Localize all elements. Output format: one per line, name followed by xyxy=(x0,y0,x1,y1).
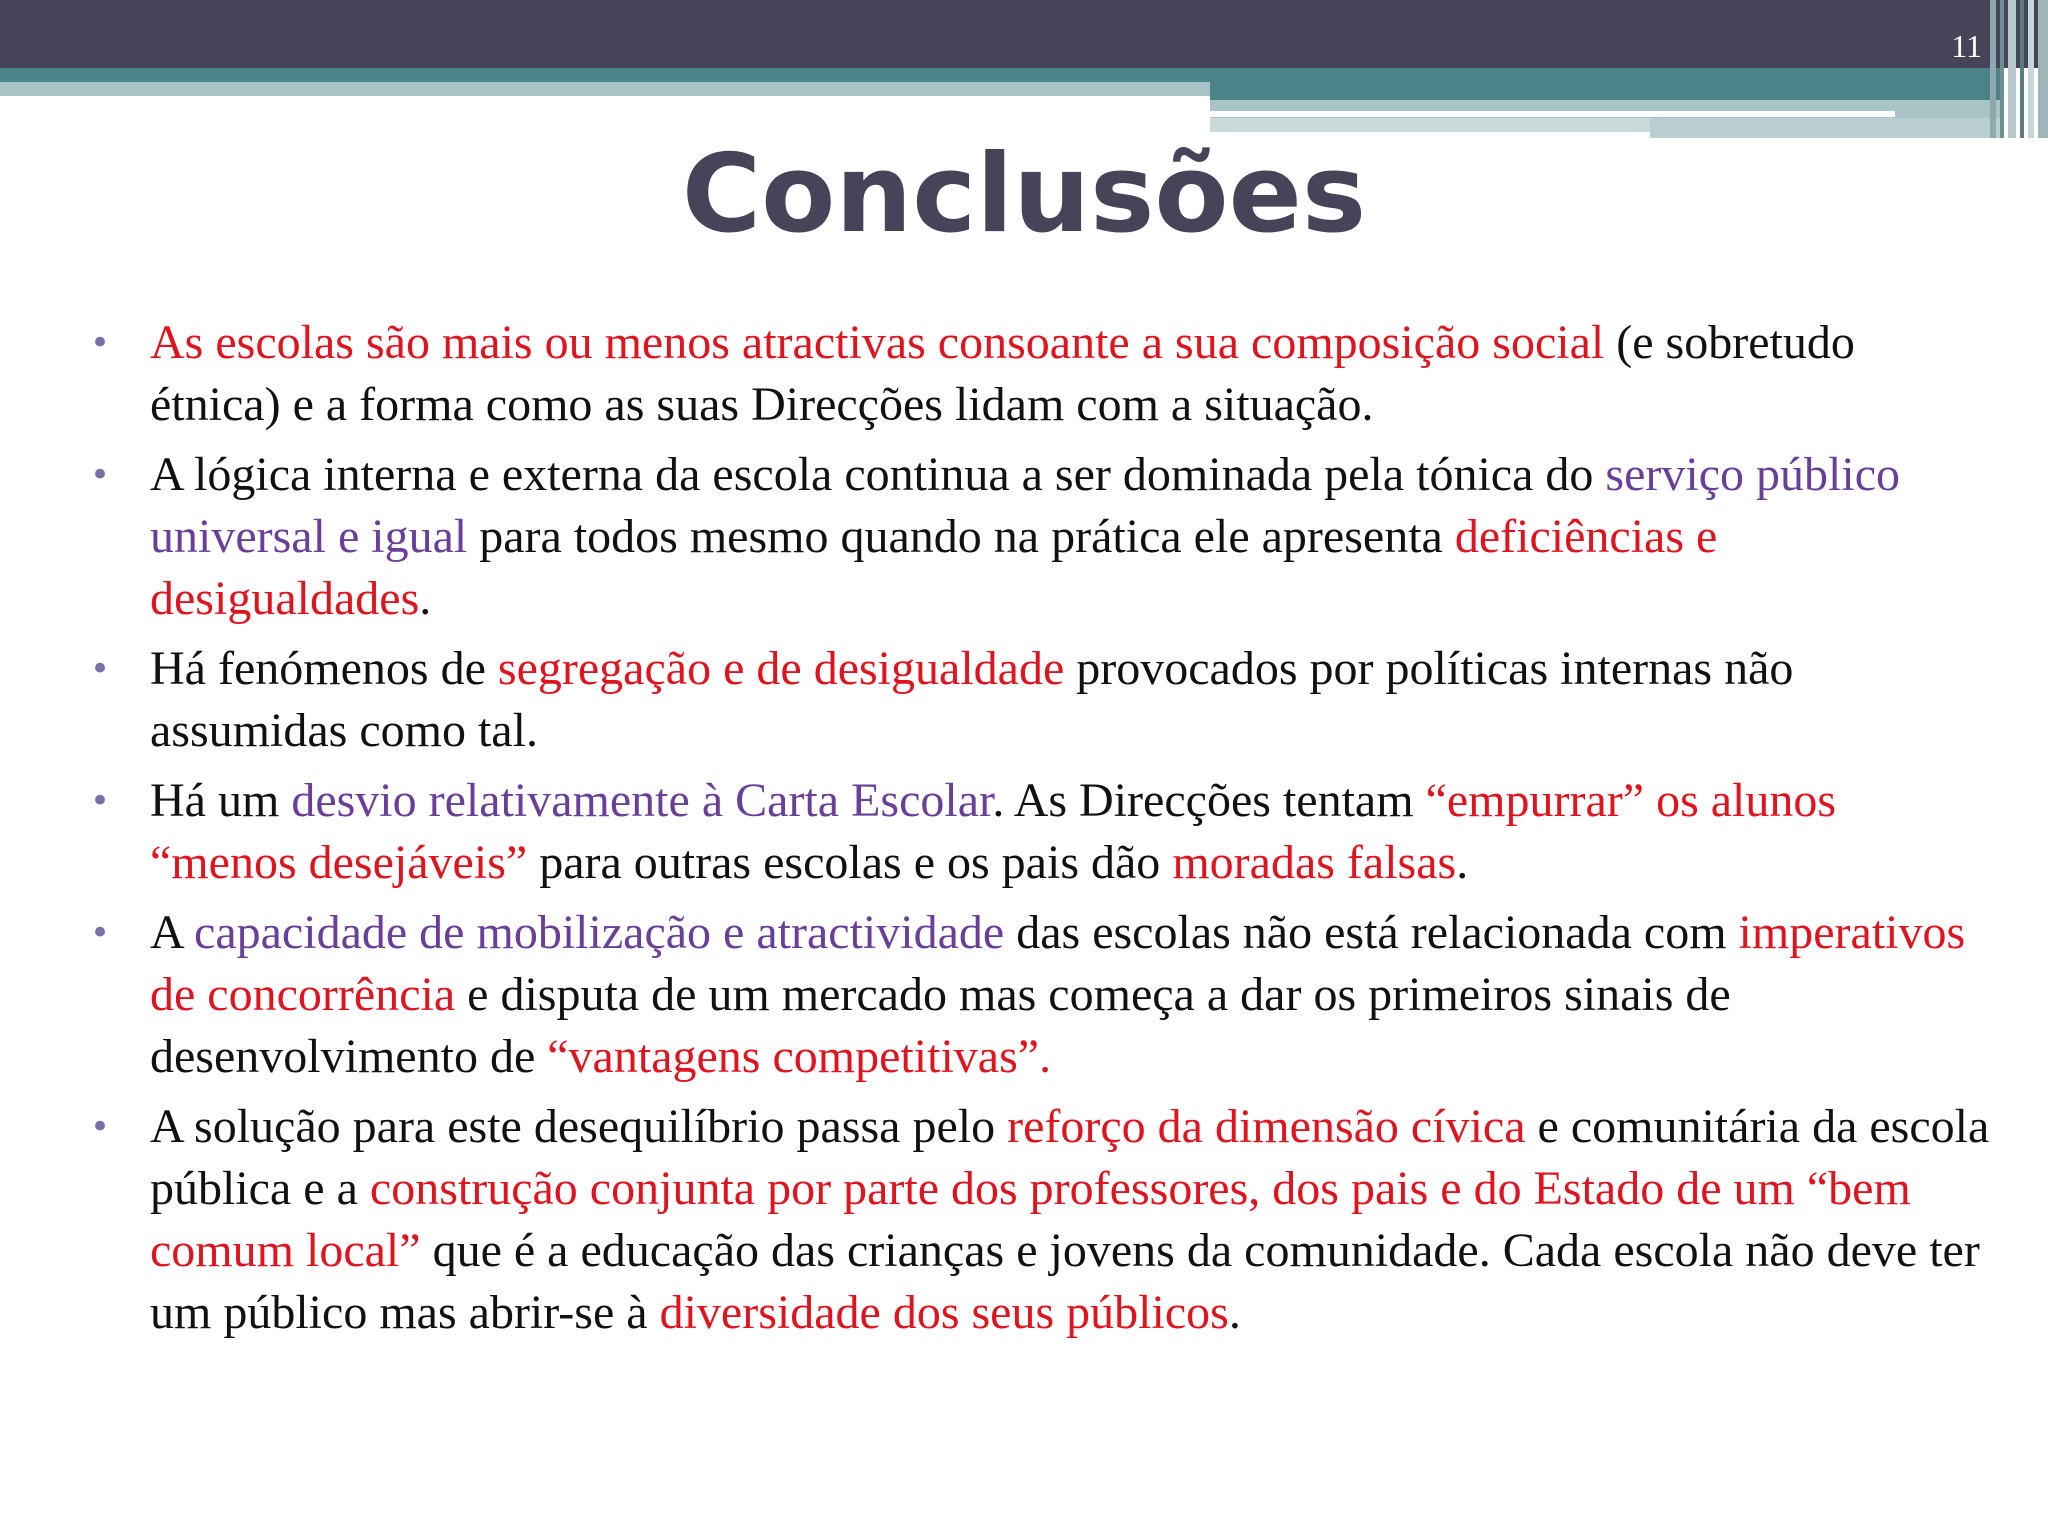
bullet-text-emphasis: capacidade de mobilização e atractividade xyxy=(194,906,1005,959)
bullet-text-emphasis: construção conjunta por parte dos professores, dos pais e do Estado de um “bem comum local” xyxy=(150,1162,1911,1277)
bullet-text-emphasis: desvio relativamente à Carta Escolar xyxy=(291,774,993,827)
bullet-item xyxy=(90,312,1990,436)
bullet-text: e disputa de um mercado mas começa a dar os primeiros sinais de desenvolvimento de xyxy=(150,968,1731,1083)
bullet-text: Há um xyxy=(150,774,292,827)
bullet-text: . xyxy=(1456,836,1469,889)
bullet-text: provocados por políticas internas não assumidas como tal. xyxy=(150,642,1794,757)
bullet-text: A lógica interna e externa da escola continua a ser dominada pela tónica do xyxy=(150,448,1606,501)
bullet-text-emphasis: moradas falsas xyxy=(1172,836,1457,889)
bullet-text-emphasis: As escolas são mais ou menos atractivas consoante a sua composição social xyxy=(150,316,1605,369)
header-white-line xyxy=(1210,111,1895,117)
bullet-dot-icon: • xyxy=(90,781,111,821)
bullet-item xyxy=(90,902,1990,1088)
slide-title: Conclusões xyxy=(681,132,1367,257)
bullet-text: para todos mesmo quando na prática ele apresenta xyxy=(467,510,1455,563)
bullet-text-emphasis: diversidade dos seus públicos xyxy=(659,1286,1229,1339)
bullet-text: Há fenómenos de xyxy=(150,642,498,695)
header-band-teal-light xyxy=(0,82,1210,96)
header-vertical-bars xyxy=(1990,0,2048,138)
bullet-text-emphasis: serviço público universal e igual xyxy=(150,448,1900,563)
bullet-dot-icon: • xyxy=(90,913,111,953)
bullet-dot-icon: • xyxy=(90,323,111,363)
bullet-item xyxy=(90,638,1990,762)
bullet-text-emphasis: reforço da dimensão cívica xyxy=(1007,1100,1526,1153)
bullet-text-emphasis: segregação e de desigualdade xyxy=(497,642,1065,695)
bullet-text: . xyxy=(419,572,432,625)
header-band-teal xyxy=(0,68,1210,82)
bullet-text: . xyxy=(1228,1286,1241,1339)
bullet-item xyxy=(90,444,1990,630)
bullet-item xyxy=(90,770,1990,894)
bullet-text: A solução para este desequilíbrio passa pelo xyxy=(150,1100,1008,1153)
bullet-text: e comunitária da escola pública e a xyxy=(150,1100,1990,1215)
bullet-text: . As Direcções tentam xyxy=(992,774,1426,827)
bullet-text-emphasis: “empurrar” os alunos “menos desejáveis” xyxy=(150,774,1837,889)
header-band-dark xyxy=(0,0,2048,68)
bullet-text: A xyxy=(150,906,195,959)
bullet-dot-icon: • xyxy=(90,649,111,689)
bullet-dot-icon: • xyxy=(90,455,111,495)
bullet-item xyxy=(90,1096,1990,1344)
slide-number: 11 xyxy=(1951,28,1982,64)
bullet-text-emphasis: imperativos de concorrência xyxy=(150,906,1966,1021)
bullet-list xyxy=(90,312,1990,1352)
bullet-text-emphasis: deficiências e desigualdades xyxy=(150,510,1718,625)
bullet-dot-icon: • xyxy=(90,1107,111,1147)
bullet-text: que é a educação das crianças e jovens da comunidade. Cada escola não deve ter um público mas abrir-se à xyxy=(150,1224,1980,1339)
header-band-teal-right xyxy=(1210,68,2000,100)
bullet-text: das escolas não está relacionada com xyxy=(1004,906,1739,959)
bullet-text: (e sobretudo étnica) e a forma como as suas Direcções lidam com a situação. xyxy=(150,316,1855,431)
bullet-text: para outras escolas e os pais dão xyxy=(527,836,1173,889)
bullet-text-emphasis: “vantagens competitivas”. xyxy=(547,1030,1052,1083)
